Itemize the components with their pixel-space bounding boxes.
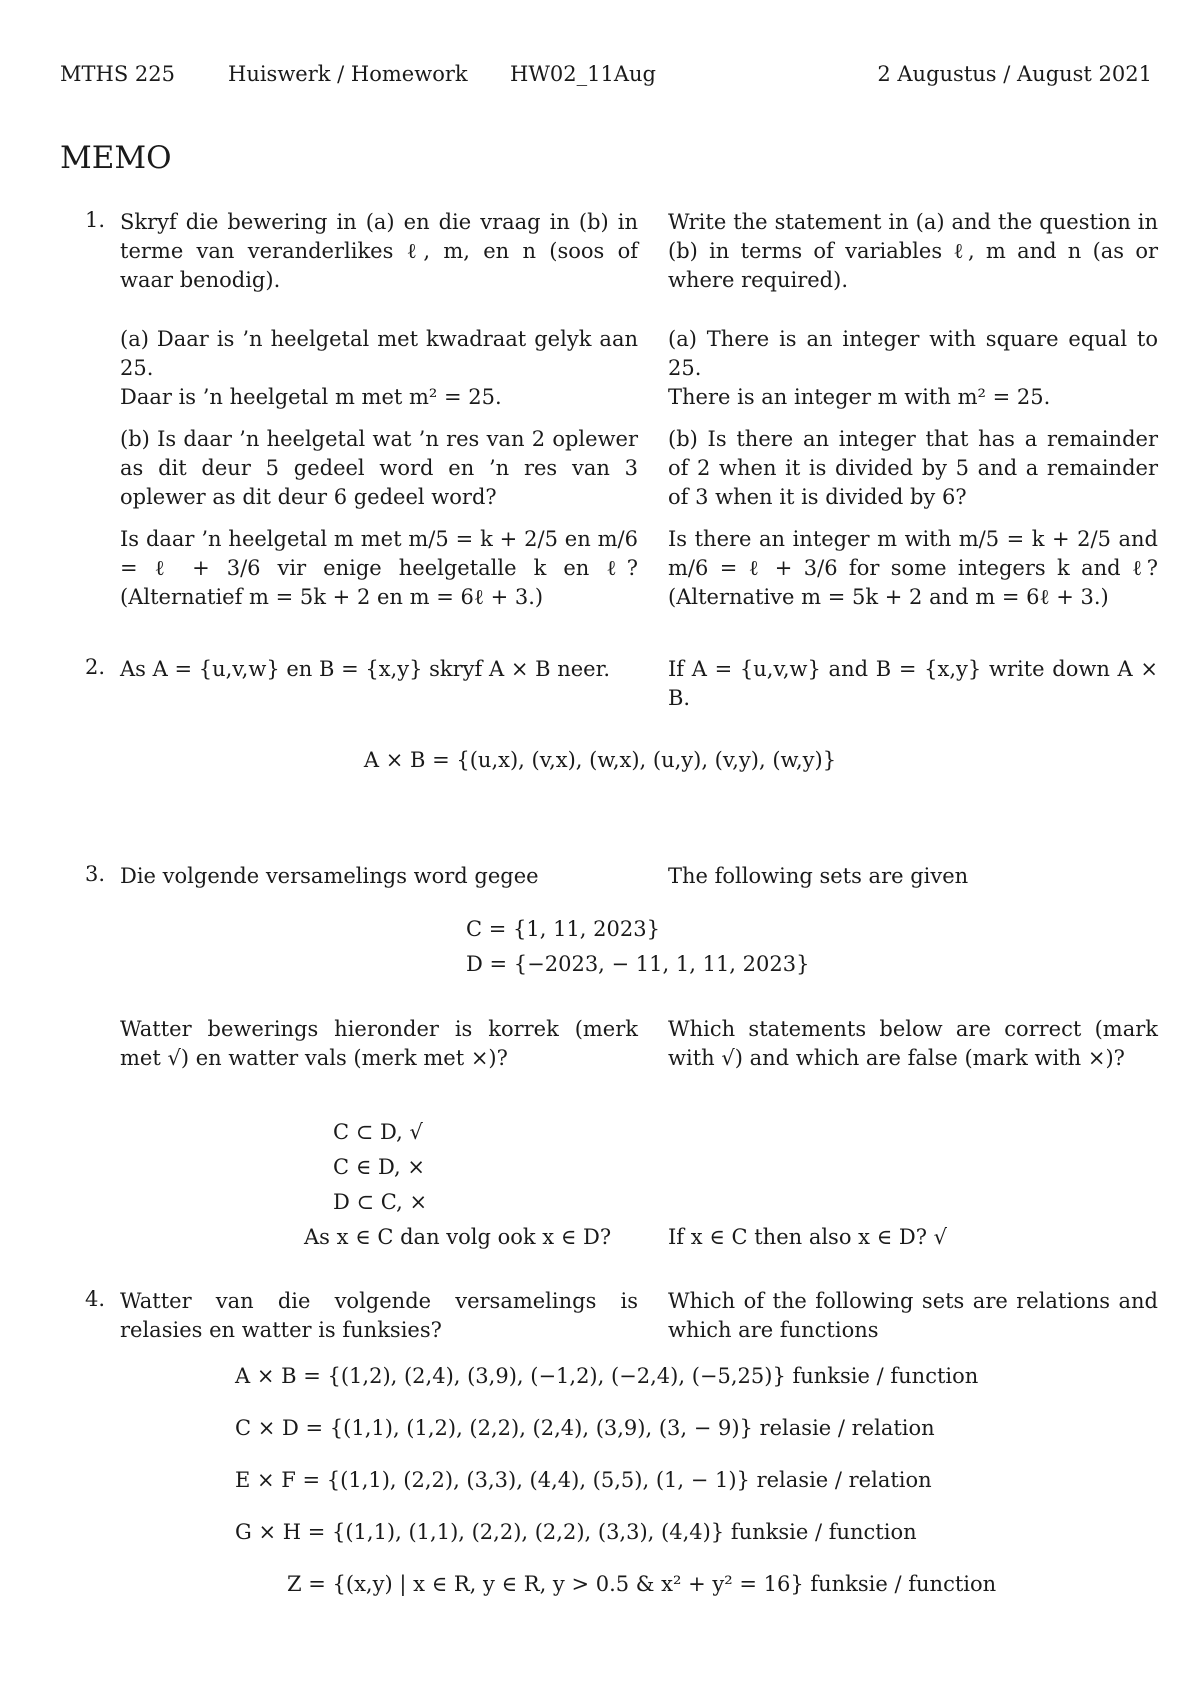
q1-number: 1. (84, 208, 105, 232)
assignment-type: Huiswerk / Homework (228, 62, 468, 86)
set-c: C = {1, 11, 2023} (466, 917, 660, 941)
q2-number: 2. (84, 655, 105, 679)
q1-af-a: (a) Daar is ’n heelgetal met kwadraat gelyk aan 25. (120, 327, 638, 380)
q2-en: If A = {u,v,w} and B = {x,y} write down A × B. (668, 657, 1158, 710)
q4-row: G × H = {(1,1), (1,1), (2,2), (2,2), (3,3), (4,4)} funksie / function (235, 1520, 917, 1544)
q4-row: E × F = {(1,1), (2,2), (3,3), (4,4), (5,5), (1, − 1)} relasie / relation (235, 1468, 932, 1492)
q4-row: A × B = {(1,2), (2,4), (3,9), (−1,2), (−2,4), (−5,25)} funksie / function (235, 1364, 979, 1388)
assignment-code: HW02_11Aug (510, 62, 656, 86)
course-code: MTHS 225 (60, 62, 175, 86)
page-title: MEMO (60, 140, 172, 176)
q3-en: The following sets are given (668, 864, 969, 888)
q1-af-b: (b) Is daar ’n heelgetal wat ’n res van 2 oplewer as dit deur 5 gedeel word en ’n res van 3 oplewer as dit deur 6 gedeel word? (120, 427, 638, 509)
q1-en-a-answer: There is an integer m with m² = 25. (668, 385, 1051, 409)
q3-en-question: Which statements below are correct (mark with √) and which are false (mark with ×)? (668, 1017, 1158, 1070)
q3-statement-1: C ⊂ D, √ (333, 1120, 423, 1144)
q2-answer: A × B = {(u,x), (v,x), (w,x), (u,y), (v,y), (w,y)} (363, 748, 837, 772)
set-d: D = {−2023, − 11, 1, 11, 2023} (466, 952, 810, 976)
q3-statement-3: D ⊂ C, × (333, 1190, 428, 1214)
q3-af-question: Watter bewerings hieronder is korrek (merk met √) en watter vals (merk met ×)? (120, 1017, 638, 1070)
q3-statement-2: C ∈ D, × (333, 1155, 425, 1179)
q3-statement-4-en: If x ∈ C then also x ∈ D? √ (668, 1225, 948, 1249)
q4-row: C × D = {(1,1), (1,2), (2,2), (2,4), (3,9), (3, − 9)} relasie / relation (235, 1416, 935, 1440)
q4-af: Watter van die volgende versamelings is relasies en watter is funksies? (120, 1289, 638, 1342)
q3-statement-4-af: As x ∈ C dan volg ook x ∈ D? (304, 1225, 612, 1249)
q1-af-a-answer: Daar is ’n heelgetal m met m² = 25. (120, 385, 502, 409)
q4-row: Z = {(x,y) | x ∈ R, y ∈ R, y > 0.5 & x² + y² = 16} funksie / function (287, 1572, 997, 1596)
q1-en-intro: Write the statement in (a) and the question in (b) in terms of variables ℓ, m and n (as or where required). (668, 210, 1158, 292)
q3-af: Die volgende versamelings word gegee (120, 864, 539, 888)
q4-en: Which of the following sets are relations and which are functions (668, 1289, 1158, 1342)
q4-number: 4. (84, 1287, 105, 1311)
q2-af: As A = {u,v,w} en B = {x,y} skryf A × B neer. (120, 657, 610, 681)
q1-en-a: (a) There is an integer with square equal to 25. (668, 327, 1158, 380)
q1-af-b-answer: Is daar ’n heelgetal m met m/5 = k + 2/5 en m/6 = ℓ + 3/6 vir enige heelgetalle k en ℓ? (Alternatief m = 5k + 2 en m = 6ℓ + 3.) (120, 527, 638, 609)
q1-en-b-answer: Is there an integer m with m/5 = k + 2/5 and m/6 = ℓ + 3/6 for some integers k and ℓ? (Alternative m = 5k + 2 and m = 6ℓ + 3.) (668, 527, 1158, 609)
assignment-date: 2 Augustus / August 2021 (877, 62, 1152, 86)
q3-number: 3. (84, 862, 105, 886)
q1-en-b: (b) Is there an integer that has a remainder of 2 when it is divided by 5 and a remainder of 3 when it is divided by 6? (668, 427, 1158, 509)
q1-af-intro: Skryf die bewering in (a) en die vraag in (b) in terme van veranderlikes ℓ, m, en n (soos of waar benodig). (120, 210, 638, 292)
